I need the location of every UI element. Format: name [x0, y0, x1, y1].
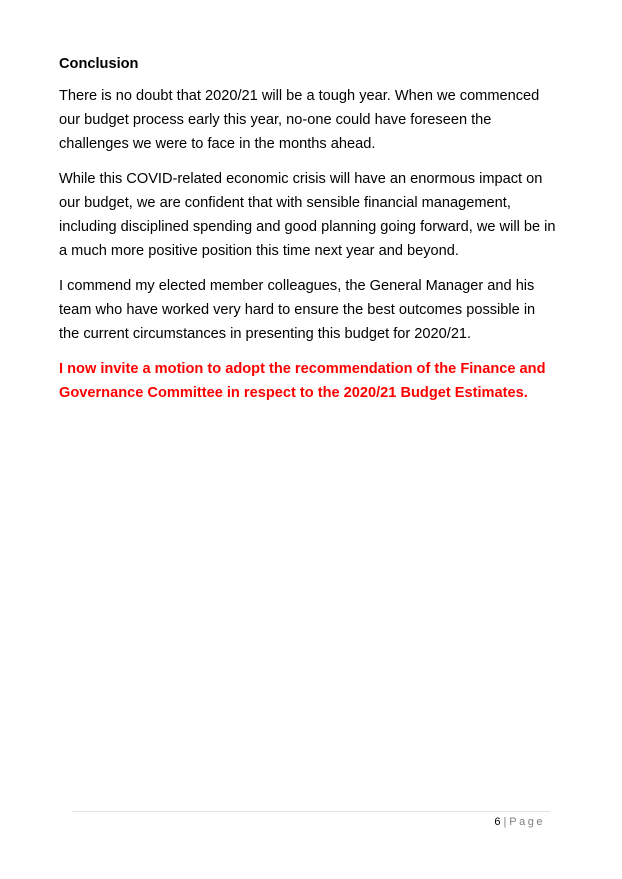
motion-statement: I now invite a motion to adopt the recommendation of the Finance and Governance Committee in respect to the 2020/21 Budget Estimates. [59, 361, 546, 401]
paragraph-3: I commend my elected member colleagues, the General Manager and his team who have worked very hard to ensure the best outcomes possible in the current circumstances in presenting this budget for 2020/21. [59, 278, 536, 342]
paragraph-2: While this COVID-related economic crisis will have an enormous impact on our budget, we are confident that with sensible financial management, including disciplined spending and good planning going forward, we will be in a much more positive position this time next year and beyond. [59, 171, 556, 259]
page-footer [494, 815, 545, 829]
document-body [59, 52, 559, 405]
footer-separator: | [503, 816, 507, 828]
page-label: Page [509, 816, 545, 828]
page-number: 6 [494, 816, 501, 828]
paragraph-1: There is no doubt that 2020/21 will be a tough year. When we commenced our budget process early this year, no-one could have foreseen the challenges we were to face in the months ahead. [59, 88, 540, 152]
footer-divider [72, 811, 550, 812]
section-heading: Conclusion [59, 56, 139, 72]
